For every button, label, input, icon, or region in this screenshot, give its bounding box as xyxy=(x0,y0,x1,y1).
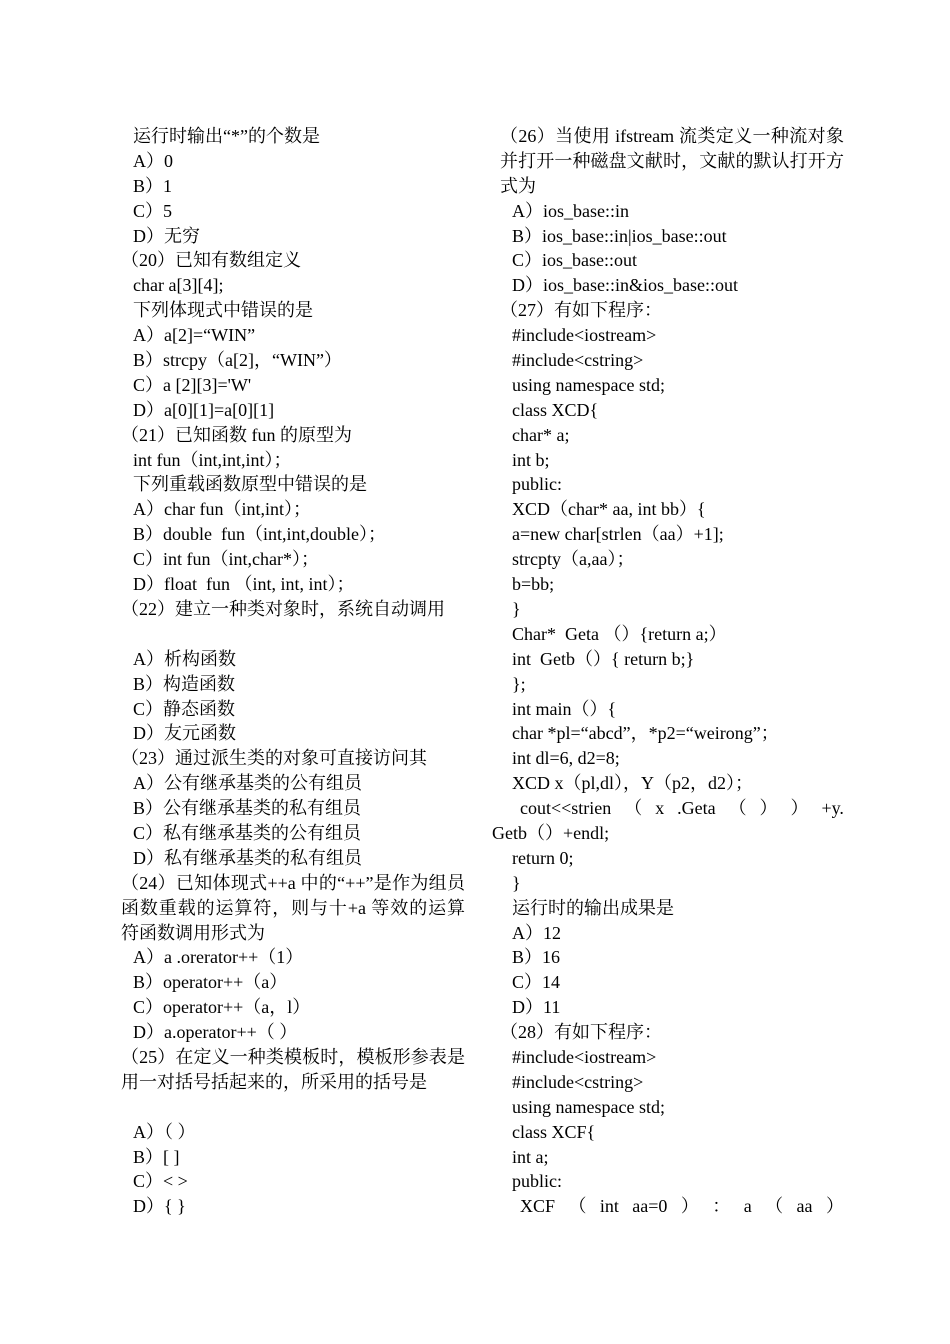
text-line: } xyxy=(512,872,521,893)
text-line: B）构造函数 xyxy=(133,673,236,694)
text-fragment: x xyxy=(655,798,665,819)
text-line: C）int fun（int,char*）； xyxy=(133,549,319,570)
text-line: D）11 xyxy=(512,997,561,1018)
text-line: C）a [2][3]='W' xyxy=(133,374,252,395)
text-line xyxy=(492,796,844,821)
text-line: C）私有继承基类的公有组员 xyxy=(133,822,362,843)
text-line: return 0; xyxy=(512,847,574,868)
text-line: XCD x（pl,dl），Y（p2，d2）； xyxy=(512,773,754,794)
text-line: B）1 xyxy=(133,175,173,196)
text-line: a=new char[strlen（aa）+1]; xyxy=(512,524,724,545)
text-line: C）ios_base::out xyxy=(512,250,637,271)
text-line: char* a; xyxy=(512,424,570,445)
text-line: B）double fun（int,int,double）； xyxy=(133,524,386,545)
text-line: （21）已知函数 fun 的原型为 xyxy=(121,424,352,445)
text-line: （27）有如下程序： xyxy=(500,300,662,321)
text-line: 下列体现式中错误的是 xyxy=(133,300,313,321)
text-line: D）a[0][1]=a[0][1] xyxy=(133,399,275,420)
text-line: b=bb; xyxy=(512,574,555,595)
text-fragment: a xyxy=(743,1196,752,1217)
text-line: （26）当使用 ifstream 流类定义一种流对象并打开一种磁盘文献时，文献的默认打开方式为 xyxy=(500,126,844,196)
text-line: int fun（int,int,int）； xyxy=(133,449,292,470)
text-fragment: ） xyxy=(759,798,778,819)
text-line: int b; xyxy=(512,449,550,470)
text-line: char a[3][4]; xyxy=(133,275,224,296)
text-line: A）0 xyxy=(133,150,173,171)
text-line: public: xyxy=(512,1171,562,1192)
text-fragment: ） xyxy=(680,1196,699,1217)
text-line: D）无穷 xyxy=(133,225,200,246)
right-column xyxy=(492,124,844,1219)
text-line: C）14 xyxy=(512,972,561,993)
text-line: #include<cstring> xyxy=(512,350,644,371)
text-fragment: ： xyxy=(712,1196,731,1217)
text-fragment: aa=0 xyxy=(632,1196,668,1217)
text-line: XCD（char* aa, int bb）{ xyxy=(512,499,706,520)
text-line: B）16 xyxy=(512,947,561,968)
text-line: D）float fun （int, int, int）； xyxy=(133,574,355,595)
text-fragment: int xyxy=(599,1196,619,1217)
text-line: D）{ } xyxy=(133,1196,186,1217)
text-line: #include<cstring> xyxy=(512,1071,644,1092)
text-line: A）a[2]=“WIN” xyxy=(133,325,256,346)
text-line: class XCD{ xyxy=(512,399,599,420)
text-line: using namespace std; xyxy=(512,1096,665,1117)
text-line: （20）已知有数组定义 xyxy=(121,250,301,271)
text-line: D）友元函数 xyxy=(133,723,236,744)
text-line: Getb（）+endl; xyxy=(492,822,610,843)
text-line: strcpty（a,aa）； xyxy=(512,549,635,570)
text-line: char *pl=“abcd”，*p2=“weirong”； xyxy=(512,723,779,744)
text-line: C）静态函数 xyxy=(133,698,236,719)
text-fragment: （ xyxy=(568,1196,587,1217)
text-line: 运行时的输出成果是 xyxy=(512,897,674,918)
text-line: （22）建立一种类对象时，系统自动调用 xyxy=(121,598,445,619)
text-fragment: aa xyxy=(796,1196,813,1217)
text-line: A）析构函数 xyxy=(133,648,236,669)
text-line: C）< > xyxy=(133,1171,188,1192)
text-line: B）operator++（a） xyxy=(133,972,288,993)
text-line: A）12 xyxy=(512,922,561,943)
text-line: 运行时输出“*”的个数是 xyxy=(133,126,320,146)
text-line: }; xyxy=(512,673,526,694)
text-line: A）char fun（int,int）； xyxy=(133,499,311,520)
text-line: A）（ ） xyxy=(133,1121,196,1142)
text-line: #include<iostream> xyxy=(512,1046,657,1067)
text-line: C）operator++（a，l） xyxy=(133,997,311,1018)
text-line: D）a.operator++（ ） xyxy=(133,1022,298,1043)
text-line: int Getb（）{ return b;} xyxy=(512,648,695,669)
text-fragment: （ xyxy=(728,798,747,819)
text-line: public: xyxy=(512,474,562,495)
text-line: int a; xyxy=(512,1146,549,1167)
text-line: #include<iostream> xyxy=(512,325,657,346)
text-line: int main（）{ xyxy=(512,698,617,719)
text-line: using namespace std; xyxy=(512,374,665,395)
text-line: （25）在定义一种类模板时，模板形参表是用一对括号括起来的，所采用的括号是 xyxy=(121,1046,465,1092)
text-line: （23）通过派生类的对象可直接访问其 xyxy=(121,748,427,769)
text-line: 下列重载函数原型中错误的是 xyxy=(133,474,367,495)
text-fragment: .Geta xyxy=(677,798,716,819)
text-line: } xyxy=(512,598,521,619)
text-line: B）公有继承基类的私有组员 xyxy=(133,798,362,819)
text-fragment: ） xyxy=(825,1196,844,1217)
text-line: D）ios_base::in&ios_base::out xyxy=(512,275,738,296)
text-fragment: （ xyxy=(624,798,643,819)
text-line: class XCF{ xyxy=(512,1121,596,1142)
text-line: B）[ ] xyxy=(133,1146,180,1167)
text-line: （28）有如下程序： xyxy=(500,1022,662,1043)
text-line: Char* Geta （）{return a;） xyxy=(512,623,727,644)
text-fragment: ） xyxy=(790,798,809,819)
text-line: C）5 xyxy=(133,200,173,221)
text-line: A）ios_base::in xyxy=(512,200,629,221)
text-fragment: +y. xyxy=(821,798,844,819)
text-line: B）strcpy（a[2]，“WIN”） xyxy=(133,350,342,371)
text-line: A）公有继承基类的公有组员 xyxy=(133,773,362,794)
text-line: int dl=6, d2=8; xyxy=(512,748,620,769)
text-line: A）a .orerator++（1） xyxy=(133,947,304,968)
text-line: （24）已知体现式++a 中的“++”是作为组员函数重载的运算符，则与十+a 等效的运算符函数调用形式为 xyxy=(121,872,465,943)
text-line: B）ios_base::in|ios_base::out xyxy=(512,225,727,246)
text-fragment: cout<<strien xyxy=(520,798,612,819)
text-line xyxy=(492,1194,844,1219)
text-fragment: （ xyxy=(765,1196,784,1217)
text-fragment: XCF xyxy=(520,1196,556,1217)
text-line: D）私有继承基类的私有组员 xyxy=(133,847,362,868)
left-column xyxy=(113,124,465,1219)
